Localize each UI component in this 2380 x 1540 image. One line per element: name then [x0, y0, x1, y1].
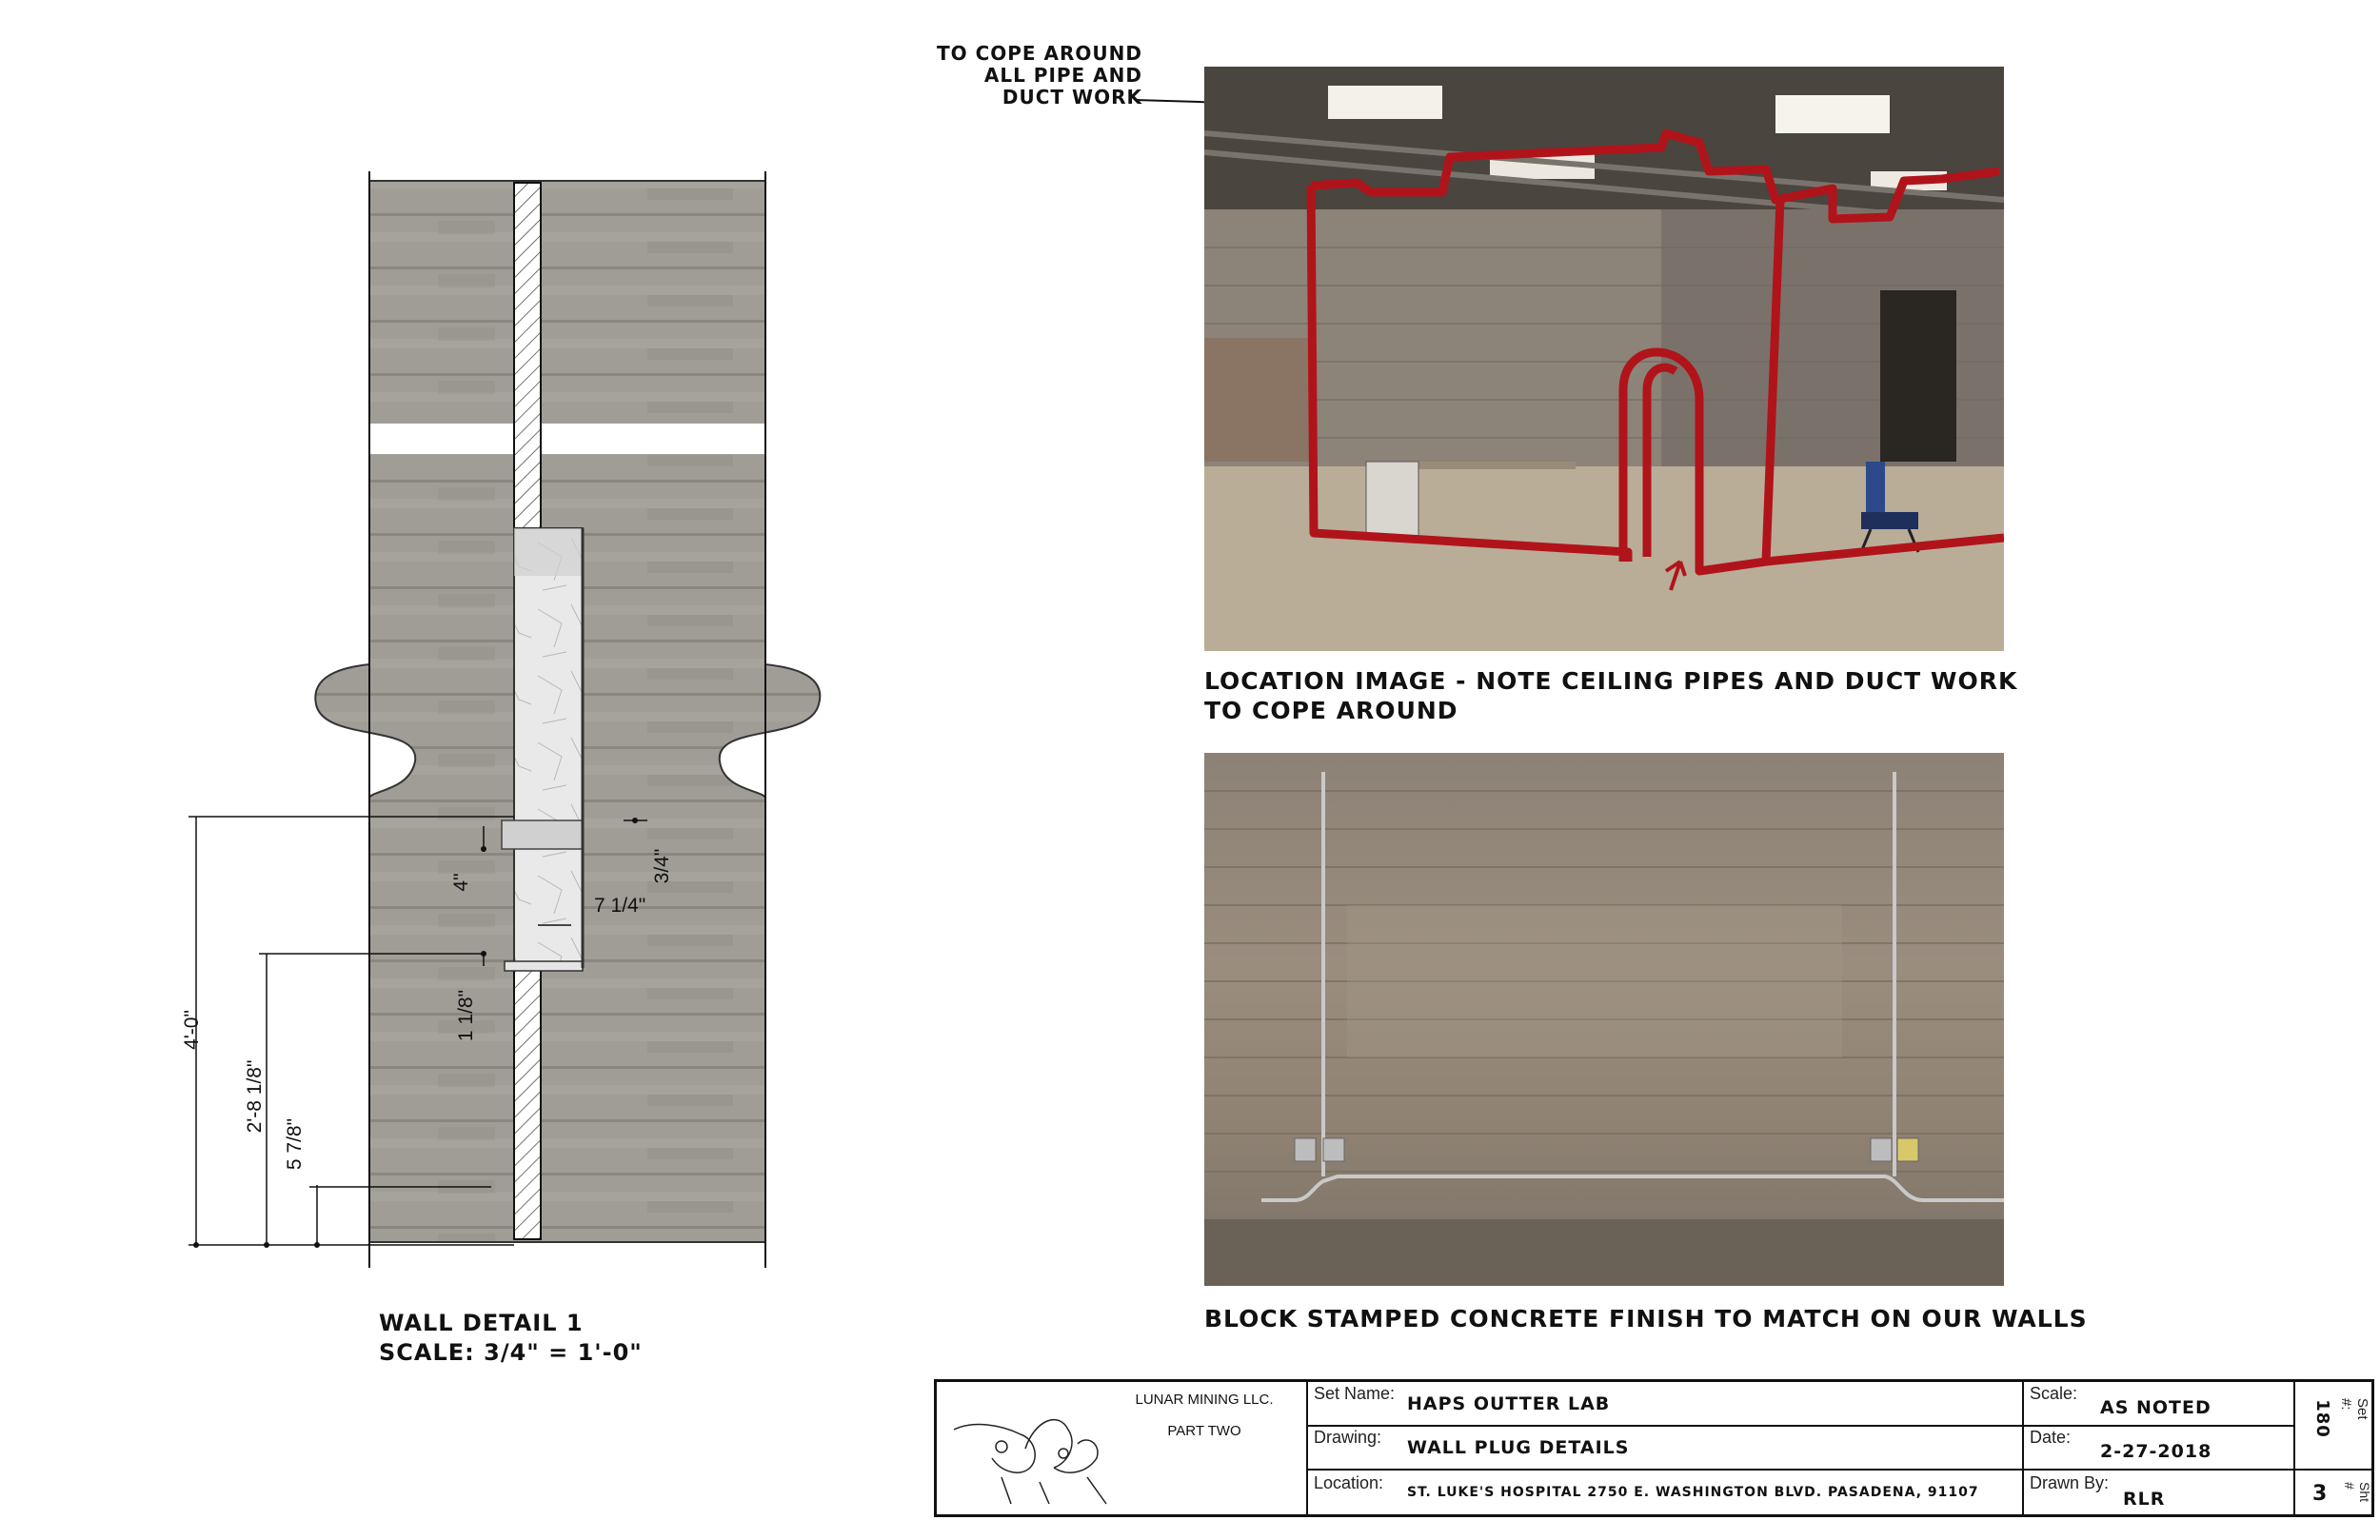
location-value: ST. LUKE'S HOSPITAL 2750 E. WASHINGTON BLVD. PASADENA, 91107	[1407, 1485, 1979, 1500]
date-label: Date:	[2030, 1428, 2072, 1447]
company-name: LUNAR MINING LLC.	[1135, 1392, 1274, 1408]
title-block-right	[2022, 1382, 2293, 1514]
set-number-label: Set #:	[2338, 1398, 2370, 1420]
sheet-number: 3	[2312, 1482, 2329, 1506]
finish-caption: BLOCK STAMPED CONCRETE FINISH TO MATCH ON OUR WALLS	[1204, 1305, 2088, 1333]
location-photo-overlay	[1204, 67, 2004, 651]
detail-title: WALL DETAIL 1	[379, 1310, 584, 1336]
finish-photo	[1204, 753, 2004, 1286]
detail-scale: SCALE: 3/4" = 1'-0"	[379, 1339, 643, 1366]
drawn-by-label: Drawn By:	[2030, 1473, 2110, 1492]
part-label: PART TWO	[1167, 1423, 1241, 1439]
date-value: 2-27-2018	[2100, 1441, 2212, 1462]
set-name-value: HAPS OUTTER LAB	[1407, 1393, 1611, 1414]
marble-plug	[514, 528, 583, 968]
drawing-label: Drawing:	[1314, 1428, 1382, 1447]
sheet-number-label: Sht #	[2342, 1482, 2372, 1503]
dim-4ft: 4'-0"	[181, 1010, 203, 1050]
scale-value: AS NOTED	[2100, 1397, 2211, 1418]
title-block-main	[1306, 1382, 2022, 1514]
drawn-by-value: RLR	[2123, 1489, 2166, 1510]
callout-text	[914, 43, 1142, 109]
title-block	[934, 1379, 2374, 1517]
set-name-label: Set Name:	[1314, 1384, 1396, 1403]
scale-label: Scale:	[2030, 1384, 2078, 1403]
callout-line-3: DUCT WORK	[1002, 86, 1142, 109]
location-caption: LOCATION IMAGE - NOTE CEILING PIPES AND DUCT WORK TO COPE AROUND	[1204, 667, 2018, 724]
drawing-value: WALL PLUG DETAILS	[1407, 1437, 1630, 1458]
location-label: Location:	[1314, 1473, 1384, 1492]
dim-5-7-8: 5 7/8"	[284, 1117, 306, 1171]
callout-line-2: ALL PIPE AND	[983, 64, 1142, 87]
title-block-sheet	[2293, 1382, 2371, 1514]
dim-3-4: 3/4"	[651, 848, 673, 884]
set-number: 180	[2311, 1399, 2332, 1438]
hands-logo	[944, 1392, 1125, 1506]
dim-2ft-8: 2'-8 1/8"	[244, 1059, 266, 1134]
dim-4in: 4"	[450, 873, 472, 892]
callout-line-1: TO COPE AROUND	[936, 42, 1142, 65]
dim-7-1-4: 7 1/4"	[594, 895, 646, 917]
dim-1-1-8: 1 1/8"	[455, 989, 477, 1042]
wall-detail-drawing	[0, 0, 933, 1352]
